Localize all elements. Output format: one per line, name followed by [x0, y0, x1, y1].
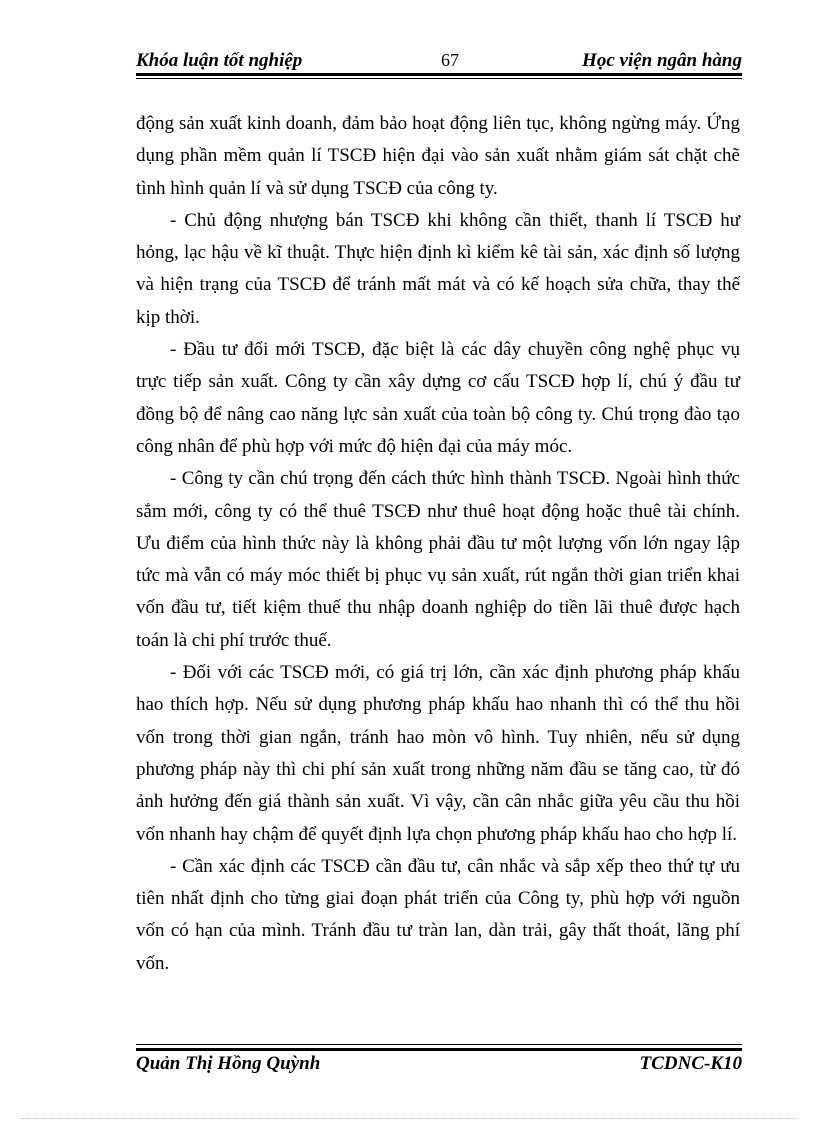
- paragraph-bullet-5: - Cần xác định các TSCĐ cần đầu tư, cân nhắc và sắp xếp theo thứ tự ưu tiên nhất định cho từng giai đoạn phát triển của Công ty, phù hợp với nguồn vốn có hạn của mình. Tránh đầu tư tràn lan, dàn trải, gây thất thoát, lãng phí vốn.: [136, 855, 740, 974]
- header-rule-thin: [136, 78, 742, 79]
- page-bottom-dotted-line: [20, 1118, 796, 1119]
- header-thesis-title: Khóa luận tốt nghiệp: [136, 50, 303, 71]
- paragraph-bullet-1: - Chủ động nhượng bán TSCĐ khi không cần thiết, thanh lí TSCĐ hư hỏng, lạc hậu về kĩ thuật. Thực hiện định kì kiểm kê tài sản, xác định số lượng và hiện trạng của TSCĐ để tránh mất mát và có kế hoạch sửa chữa, thay thế kịp thời.: [136, 209, 740, 328]
- header-institution: Học viện ngân hàng: [582, 50, 742, 71]
- paragraph-bullet-2: - Đầu tư đổi mới TSCĐ, đặc biệt là các dây chuyền công nghệ phục vụ trực tiếp sản xuất. Công ty cần xây dựng cơ cấu TSCĐ hợp lí, chú ý đầu tư đồng bộ để nâng cao năng lực sản xuất của toàn bộ công ty. Chú trọng đào tạo công nhân để phù hợp với mức độ hiện đại của máy móc.: [136, 339, 740, 457]
- page-footer: [136, 1053, 742, 1083]
- footer-class-code: TCDNC-K10: [639, 1053, 742, 1074]
- paragraph-bullet-3: - Công ty cần chú trọng đến cách thức hình thành TSCĐ. Ngoài hình thức sắm mới, công ty có thể thuê TSCĐ như thuê hoạt động hoặc thuê tài chính. Ưu điểm của hình thức này là không phải đầu tư một lượng vốn lớn ngay lập tức mà vẫn có máy móc thiết bị phục vụ sản xuất, rút ngắn thời gian triển khai vốn đầu tư, tiết kiệm thuế thu nhập doanh nghiệp do tiền lãi thuê được hạch toán là chi phí trước thuế.: [136, 468, 740, 651]
- footer-rule-thin: [136, 1044, 742, 1045]
- paragraph-continuation: động sản xuất kinh doanh, đảm bảo hoạt động liên tục, không ngừng máy. Ứng dụng phần mềm quản lí TSCĐ hiện đại vào sản xuất nhằm giám sát chặt chẽ tình hình quản lí và sử dụng TSCĐ của công ty.: [136, 113, 740, 199]
- body-text: [136, 108, 740, 980]
- footer-rule-thick: [136, 1048, 742, 1051]
- footer-author: Quản Thị Hồng Quỳnh: [136, 1053, 321, 1074]
- page-header: [136, 46, 742, 76]
- paragraph-bullet-4: - Đối với các TSCĐ mới, có giá trị lớn, cần xác định phương pháp khấu hao thích hợp. Nếu sử dụng phương pháp khấu hao nhanh thì có thể thu hồi vốn trong thời gian ngắn, tránh hao mòn vô hình. Tuy nhiên, nếu sử dụng phương pháp này thì chi phí sản xuất trong những năm đầu se tăng cao, từ đó ảnh hưởng đến giá thành sản xuất. Vì vậy, cần cân nhắc giữa yêu cầu thu hồi vốn nhanh hay chậm để quyết định lựa chọn phương pháp khấu hao cho hợp lí.: [136, 662, 740, 845]
- header-rule-thick: [136, 73, 742, 76]
- page-number: 67: [441, 50, 459, 70]
